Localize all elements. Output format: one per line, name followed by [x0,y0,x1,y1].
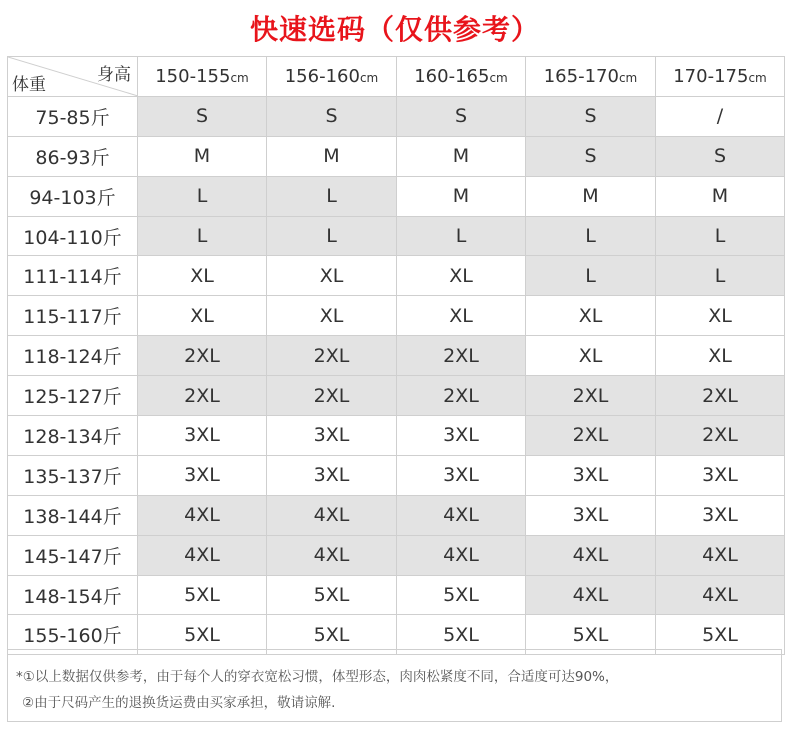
size-cell: 4XL [138,495,267,535]
size-cell: S [526,96,656,136]
size-cell: S [397,96,526,136]
weight-range-label: 115-117斤 [8,296,138,336]
size-cell: 4XL [267,495,397,535]
size-cell: 2XL [526,416,656,456]
size-cell: L [138,176,267,216]
size-cell: 3XL [267,416,397,456]
size-cell: 4XL [138,535,267,575]
table-row [8,96,785,136]
size-cell: M [526,176,656,216]
size-cell: 2XL [397,376,526,416]
size-cell: L [656,256,785,296]
weight-range-label: 128-134斤 [8,416,138,456]
table-row [8,296,785,336]
size-cell: M [656,176,785,216]
note-line: *①以上数据仅供参考，由于每个人的穿衣宽松习惯，体型形态，肉肉松紧度不同，合适度可达90%， [16,669,619,685]
column-header: 165-170cm [526,57,656,97]
size-cell: XL [656,296,785,336]
size-cell: 5XL [397,575,526,615]
notes-box [7,649,782,722]
size-cell: 4XL [656,535,785,575]
size-cell: L [267,216,397,256]
size-cell: 2XL [397,336,526,376]
table-row [8,535,785,575]
size-cell: S [526,136,656,176]
size-cell: 4XL [397,535,526,575]
size-cell: 2XL [138,376,267,416]
weight-range-label: 111-114斤 [8,256,138,296]
column-header: 160-165cm [397,57,526,97]
size-cell: 3XL [138,416,267,456]
size-cell: L [138,216,267,256]
size-cell: 4XL [526,575,656,615]
size-cell: 3XL [138,455,267,495]
size-cell: 2XL [656,416,785,456]
page-title: 快速选码（仅供参考） [249,13,540,46]
column-header: 170-175cm [656,57,785,97]
size-cell: XL [138,296,267,336]
table-row [8,216,785,256]
size-cell: XL [397,296,526,336]
size-cell: XL [138,256,267,296]
weight-label: 体重 [12,74,46,95]
size-cell: 4XL [267,535,397,575]
table-row [8,416,785,456]
size-cell: 5XL [138,575,267,615]
size-cell: L [526,216,656,256]
weight-range-label: 145-147斤 [8,535,138,575]
size-cell: XL [267,296,397,336]
size-cell: 4XL [397,495,526,535]
size-cell: 4XL [656,575,785,615]
table-row [8,136,785,176]
size-cell: / [656,96,785,136]
weight-range-label: 138-144斤 [8,495,138,535]
size-cell: 5XL [138,615,267,655]
size-cell: L [267,176,397,216]
size-cell: S [267,96,397,136]
weight-range-label: 94-103斤 [8,176,138,216]
column-header: 156-160cm [267,57,397,97]
size-cell: 3XL [397,455,526,495]
weight-range-label: 148-154斤 [8,575,138,615]
size-cell: 5XL [656,615,785,655]
weight-range-label: 75-85斤 [8,96,138,136]
weight-range-label: 86-93斤 [8,136,138,176]
weight-range-label: 104-110斤 [8,216,138,256]
size-cell: 5XL [397,615,526,655]
size-cell: XL [656,336,785,376]
size-cell: XL [526,336,656,376]
size-cell: 5XL [267,575,397,615]
size-cell: XL [526,296,656,336]
size-cell: 3XL [656,455,785,495]
table-row [8,575,785,615]
table-row [8,336,785,376]
table-row [8,455,785,495]
size-cell: XL [267,256,397,296]
size-cell: M [138,136,267,176]
size-cell: L [656,216,785,256]
size-cell: L [397,216,526,256]
size-cell: 4XL [526,535,656,575]
header-row [8,57,785,97]
size-cell: L [526,256,656,296]
size-cell: 3XL [267,455,397,495]
size-cell: 5XL [526,615,656,655]
size-cell: 3XL [656,495,785,535]
weight-range-label: 125-127斤 [8,376,138,416]
weight-range-label: 135-137斤 [8,455,138,495]
size-cell: 2XL [138,336,267,376]
table-row [8,256,785,296]
size-cell: 3XL [526,455,656,495]
size-cell: 2XL [526,376,656,416]
size-cell: 2XL [267,336,397,376]
size-chart-body [8,96,785,654]
size-cell: 2XL [267,376,397,416]
column-header: 150-155cm [138,57,267,97]
size-cell: M [397,176,526,216]
height-label: 身高 [97,65,131,85]
table-row [8,176,785,216]
table-row [8,495,785,535]
corner-cell [8,57,138,97]
size-cell: 2XL [656,376,785,416]
size-cell: 3XL [526,495,656,535]
weight-range-label: 155-160斤 [8,615,138,655]
table-row [8,376,785,416]
size-cell: S [656,136,785,176]
size-chart-table [7,56,785,655]
size-cell: M [397,136,526,176]
weight-range-label: 118-124斤 [8,336,138,376]
note-line: ②由于尺码产生的退换货运费由买家承担，敬请谅解. [22,695,336,711]
size-cell: XL [397,256,526,296]
size-cell: M [267,136,397,176]
size-cell: 3XL [397,416,526,456]
size-cell: 5XL [267,615,397,655]
size-cell: S [138,96,267,136]
